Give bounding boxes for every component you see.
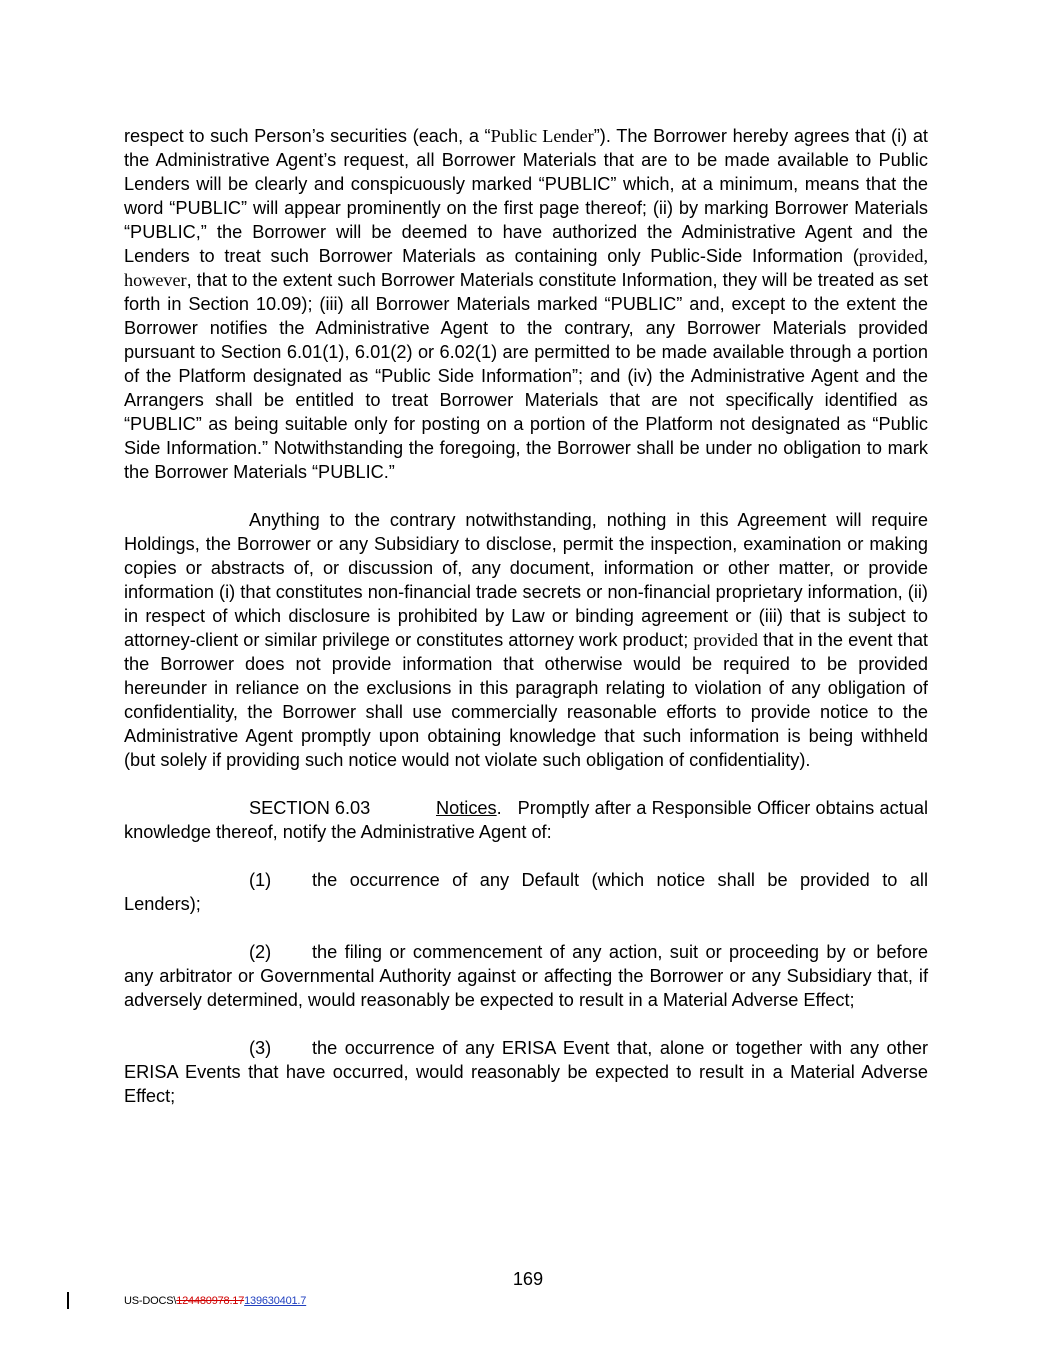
doc-id-deleted: 124480978.17 [176, 1295, 245, 1307]
doc-id-prefix: US-DOCS\ [124, 1295, 177, 1307]
section-heading [124, 796, 928, 844]
document-id [124, 1295, 306, 1307]
item-text: the occurrence of any Default (which notice shall be provided to all Lenders); [124, 870, 928, 914]
item-text: the occurrence of any ERISA Event that, alone or together with any other ERISA Events that have occurred, would reasonably be expected to result in a Material Adverse Effect; [124, 1038, 928, 1106]
section-title: Notices [436, 798, 497, 818]
document-body [124, 124, 928, 1108]
item-number: (1) [249, 870, 272, 890]
section-text: Promptly after a Responsible Officer obtains actual knowledge thereof, notify the Administrative Agent of: [124, 798, 928, 842]
list-item [124, 1036, 928, 1108]
defined-term-public-lender: Public Lender [490, 126, 594, 146]
list-item [124, 940, 928, 1012]
paragraph-text: that in the event that the Borrower does not provide information that otherwise would be required to be provided hereunder in reliance on the exclusions in this paragraph relating to violation of any obligation of confidentiality, the Borrower shall use commercially reasonable efforts to provide notice to the Administrative Agent promptly upon obtaining knowledge that such information is being withheld (but solely if providing such notice would not violate such obligation of confidentiality). [124, 630, 928, 770]
section-number: SECTION 6.03 [249, 798, 371, 818]
item-text: the filing or commencement of any action, suit or proceeding by or before any arbitrator or Governmental Authority against or affecting the Borrower or any Subsidiary that, if adversely determined, would reasonably be expected to result in a Material Adverse Effect; [124, 942, 928, 1010]
item-number: (2) [249, 942, 272, 962]
revision-change-bar [67, 1292, 69, 1309]
list-item [124, 868, 928, 916]
paragraph-confidentiality [124, 508, 928, 772]
doc-id-inserted: 139630401.7 [244, 1295, 307, 1307]
provided-however-term: provided, however [124, 246, 928, 290]
paragraph-text: respect to such Person’s securities (each, a “ [124, 126, 491, 146]
paragraph-text: Anything to the contrary notwithstanding, nothing in this Agreement will require Holdings, the Borrower or any Subsidiary to disclose, permit the inspection, examination or making copies or abstracts of, or discussion of, any document, information or other matter, or provide information (i) that constitutes non-financial trade secrets or non-financial proprietary information, (ii) in respect of which disclosure is prohibited by Law or binding agreement or (iii) that is subject to attorney-client or similar privilege or constitutes attorney work product; [124, 510, 928, 650]
item-number: (3) [249, 1038, 272, 1058]
provided-term: provided [693, 630, 758, 650]
section-title-suffix: . [496, 798, 502, 818]
paragraph-text: ”). The Borrower hereby agrees that (i) at the Administrative Agent’s request, all Borrower Materials that are to be made available to Public Lenders will be clearly and conspicuously marked “PUBLIC” which, at a minimum, means that the word “PUBLIC” will appear prominently on the first page thereof; (ii) by marking Borrower Materials “PUBLIC,” the Borrower will be deemed to have authorized the Administrative Agent and the Lenders to treat such Borrower Materials as containing only Public-Side Information ( [124, 126, 928, 266]
paragraph-text: , that to the extent such Borrower Materials constitute Information, they will be treated as set forth in Section 10.09); (iii) all Borrower Materials marked “PUBLIC” and, except to the extent the Borrower notifies the Administrative Agent to the contrary, any Borrower Materials provided pursuant to Section 6.01(1), 6.01(2) or 6.02(1) are permitted to be made available through a portion of the Platform designated as “Public Side Information”; and (iv) the Administrative Agent and the Arrangers shall be entitled to treat Borrower Materials that are not specifically identified as “PUBLIC” as being suitable only for posting on a portion of the Platform not designated as “Public Side Information.” Notwithstanding the foregoing, the Borrower shall be under no obligation to mark the Borrower Materials “PUBLIC.” [124, 270, 928, 482]
paragraph-public-lender [124, 124, 928, 484]
page-number: 169 [512, 1269, 544, 1289]
